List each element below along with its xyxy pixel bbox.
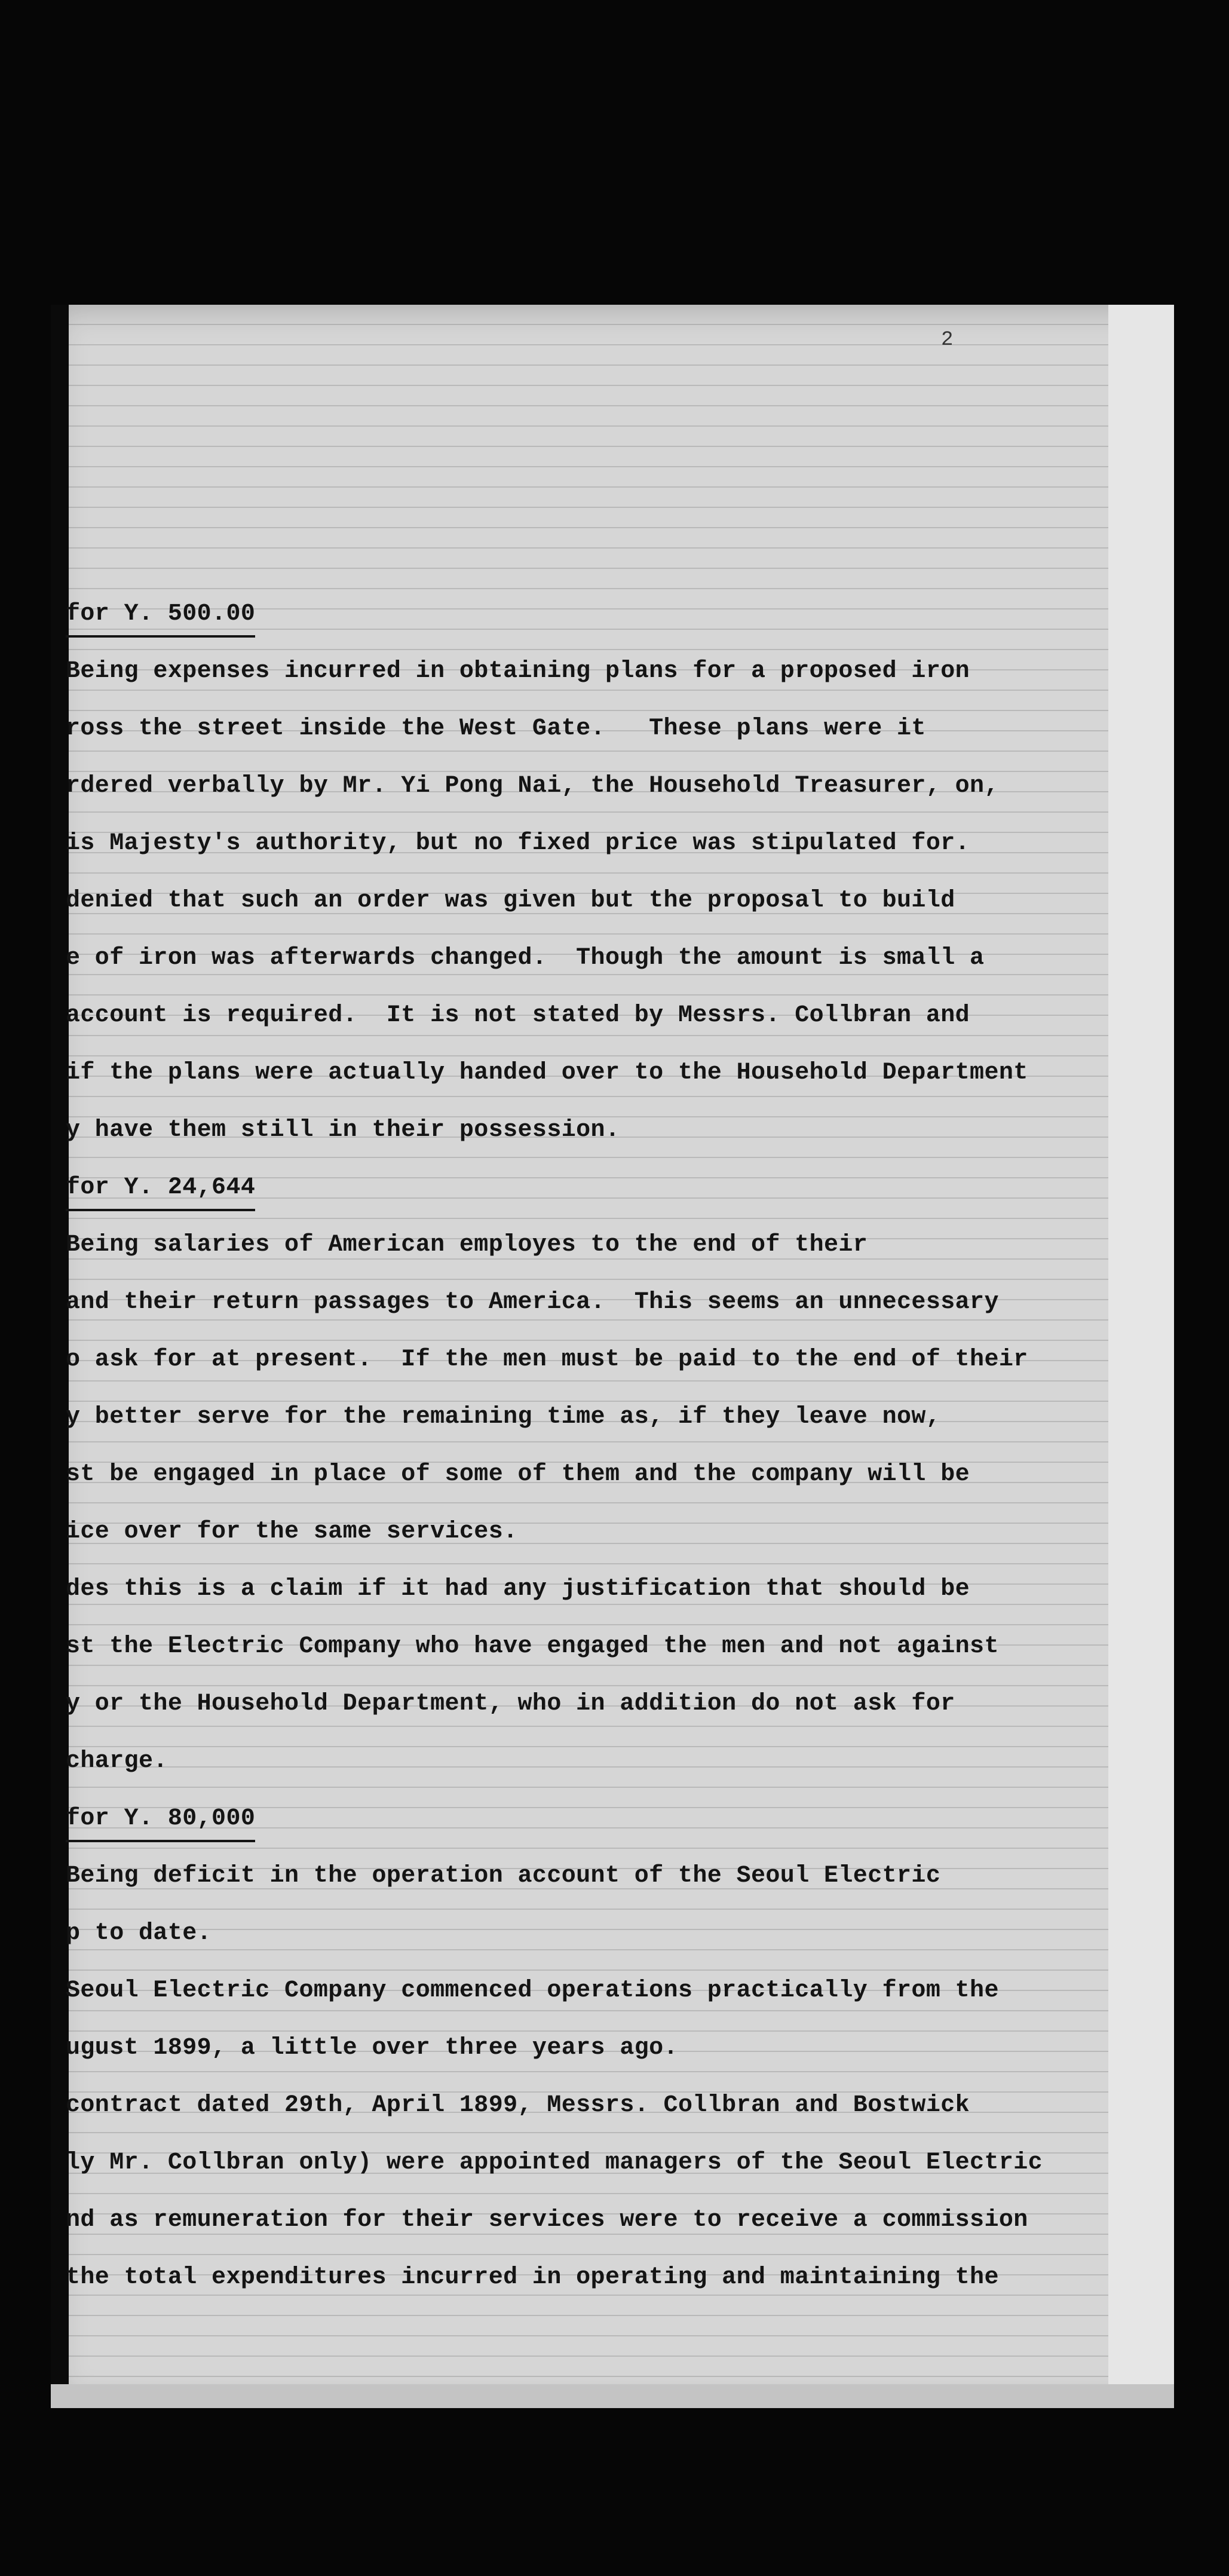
text-line: rdered verbally by Mr. Yi Pong Nai, the Household Treasurer, on, [66, 773, 999, 800]
text-line: charge. [66, 1748, 168, 1775]
typewritten-text [66, 586, 1159, 2307]
text-line: Being expenses incurred in obtaining plans for a proposed iron [66, 658, 970, 685]
section-heading-line [66, 1159, 1159, 1217]
text-line: if the plans were actually handed over to the Household Department [66, 1059, 1028, 1086]
text-line: y or the Household Department, who in addition do not ask for [66, 1690, 955, 1717]
text-line: y have them still in their possession. [66, 1117, 620, 1144]
text-line: nd as remuneration for their services were to receive a commission [66, 2207, 1028, 2234]
page-number: 2 [941, 329, 954, 351]
text-line: contract dated 29th, April 1899, Messrs. Collbran and Bostwick [66, 2092, 970, 2119]
document-page [51, 305, 1174, 2408]
section-heading-line [66, 1790, 1159, 1848]
text-line: o ask for at present. If the men must be paid to the end of their [66, 1346, 1028, 1373]
text-line: Being salaries of American employes to the end of their [66, 1232, 868, 1258]
text-line: st the Electric Company who have engaged the men and not against [66, 1633, 999, 1660]
text-line: ross the street inside the West Gate. These plans were it [66, 715, 926, 742]
text-line: ly Mr. Collbran only) were appointed managers of the Seoul Electric [66, 2149, 1043, 2176]
text-line: e of iron was afterwards changed. Though the amount is small a [66, 945, 985, 972]
section-heading-line [66, 586, 1159, 643]
text-line: Being deficit in the operation account of the Seoul Electric [66, 1863, 941, 1889]
text-line: the total expenditures incurred in operating and maintaining the [66, 2264, 999, 2291]
text-line: y better serve for the remaining time as, if they leave now, [66, 1404, 941, 1431]
section-heading: for Y. 80,000 [66, 1798, 255, 1842]
text-line: is Majesty's authority, but no fixed price was stipulated for. [66, 830, 970, 857]
text-line: account is required. It is not stated by Messrs. Collbran and [66, 1002, 970, 1029]
section-heading: for Y. 500.00 [66, 593, 255, 638]
text-line: st be engaged in place of some of them and the company will be [66, 1461, 970, 1488]
text-line: and their return passages to America. This seems an unnecessary [66, 1289, 999, 1316]
text-line: ice over for the same services. [66, 1518, 518, 1545]
text-line: Seoul Electric Company commenced operations practically from the [66, 1977, 999, 2004]
text-line: ugust 1899, a little over three years ago. [66, 2035, 678, 2062]
section-heading: for Y. 24,644 [66, 1167, 255, 1211]
page-bottom-edge [51, 2384, 1174, 2408]
text-line: p to date. [66, 1920, 212, 1947]
text-line: des this is a claim if it had any justification that should be [66, 1576, 970, 1603]
text-line: denied that such an order was given but the proposal to build [66, 887, 955, 914]
